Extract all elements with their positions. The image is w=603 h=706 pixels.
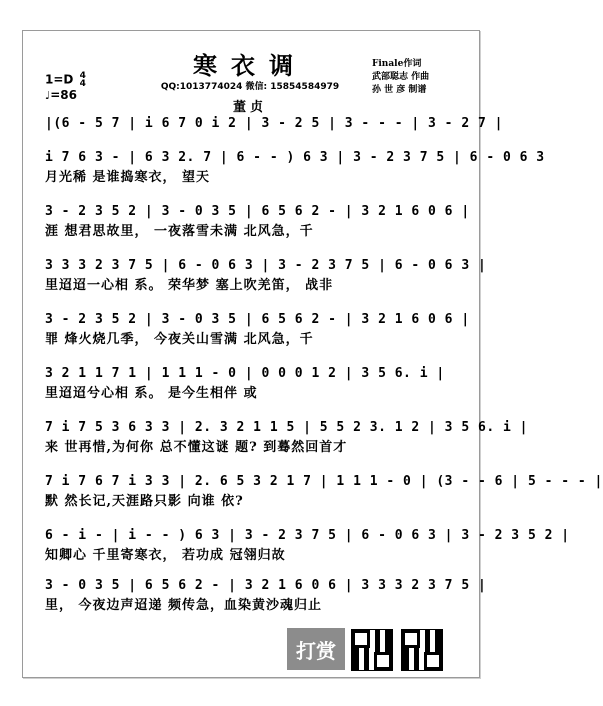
lyrics-line: 知卿心 千里寄寒衣， 若功成 冠翎归故 bbox=[45, 548, 286, 563]
reward-button[interactable]: 打赏 bbox=[287, 628, 345, 670]
notation-line: 3 - 0 3 5 | 6 5 6 2 - | 3 2 1 6 0 6 | 3 3 3 2 3 7 5 | bbox=[45, 578, 487, 593]
key-and-tempo bbox=[45, 72, 86, 103]
credits-block bbox=[372, 58, 429, 97]
lyrics-line: 月光稀 是谁捣寒衣， 望天 bbox=[45, 170, 211, 185]
lyricist-credit: Finale作词 bbox=[372, 59, 422, 69]
time-signature bbox=[80, 72, 86, 88]
lyrics-line: 涯 想君思故里， 一夜落雪未满 北风急，千 bbox=[45, 224, 314, 239]
score-system bbox=[45, 310, 470, 350]
lyrics-line: 里迢迢兮心相 系。 是今生相伴 或 bbox=[45, 386, 258, 401]
notation-line: 7 i 7 5 3 6 3 3 | 2. 3 2 1 1 5 | 5 5 2 3. 1 2 | 3 5 6. i | bbox=[45, 420, 528, 435]
quarter-note-icon: ♩ bbox=[45, 89, 51, 102]
contact-info: QQ:1013774024 微信: 15854584979 bbox=[160, 82, 340, 92]
score-system bbox=[45, 364, 455, 404]
notation-line: 7 i 7 6 7 i 3 3 | 2. 6 5 3 2 1 7 | 1 1 1 - 0 | (3 - - 6 | 5 - - - | bbox=[45, 474, 603, 489]
key-signature bbox=[45, 72, 86, 88]
lyrics-line: 来 世再惜,为何你 总不懂这谜 题? 到蓦然回首才 bbox=[45, 440, 348, 455]
tempo-marking bbox=[45, 88, 86, 103]
notation-line: |(6 - 5 7 | i 6 7 0 i 2 | 3 - 2 5 | 3 - - - | 3 - 2 7 | bbox=[45, 116, 503, 131]
lyrics-line: 里， 今夜边声迢递 频传急，血染黄沙魂归止 bbox=[45, 598, 323, 613]
arranger-credit: 孙 世 彦 制谱 bbox=[372, 85, 427, 95]
lyrics-line: 里迢迢一心相 系。 荣华梦 塞上吹羌笛， 战非 bbox=[45, 278, 334, 293]
notation-line: 6 - i - | i - - ) 6 3 | 3 - 2 3 7 5 | 6 - 0 6 3 | 3 - 2 3 5 2 | bbox=[45, 528, 570, 543]
notation-line: i 7 6 3 - | 6 3 2. 7 | 6 - - ) 6 3 | 3 - 2 3 7 5 | 6 - 0 6 3 bbox=[45, 150, 545, 165]
score-system bbox=[45, 256, 487, 296]
meter-top: 4 bbox=[79, 71, 86, 81]
qr-code-icon bbox=[352, 630, 392, 670]
notation-line: 3 2 1 1 7 1 | 1 1 1 - 0 | 0 0 0 1 2 | 3 5 6. i | bbox=[45, 366, 445, 381]
notation-line: 3 - 2 3 5 2 | 3 - 0 3 5 | 6 5 6 2 - | 3 2 1 6 0 6 | bbox=[45, 312, 470, 327]
score-system bbox=[45, 202, 470, 242]
tempo-value: =86 bbox=[50, 88, 77, 102]
qr-code-icon bbox=[402, 630, 442, 670]
notation-line: 3 - 2 3 5 2 | 3 - 0 3 5 | 6 5 6 2 - | 3 2 1 6 0 6 | bbox=[45, 204, 470, 219]
key-text: 1=D bbox=[45, 72, 74, 87]
score-system bbox=[45, 526, 570, 566]
score-system bbox=[45, 418, 528, 458]
notation-line: 3 3 3 2 3 7 5 | 6 - 0 6 3 | 3 - 2 3 7 5 | 6 - 0 6 3 | bbox=[45, 258, 487, 273]
score-system bbox=[45, 472, 603, 512]
meter-bottom: 4 bbox=[79, 79, 86, 89]
lyrics-line: 罪 烽火烧几季， 今夜关山雪满 北风急，千 bbox=[45, 332, 314, 347]
singer-name: 董贞 bbox=[232, 100, 267, 115]
song-title: 寒衣调 bbox=[193, 51, 307, 80]
score-system bbox=[45, 148, 545, 188]
lyrics-line: 默 然长记,天涯路只影 向谁 依? bbox=[45, 494, 244, 509]
score-system bbox=[45, 576, 487, 616]
composer-credit: 武部聪志 作曲 bbox=[372, 72, 430, 82]
